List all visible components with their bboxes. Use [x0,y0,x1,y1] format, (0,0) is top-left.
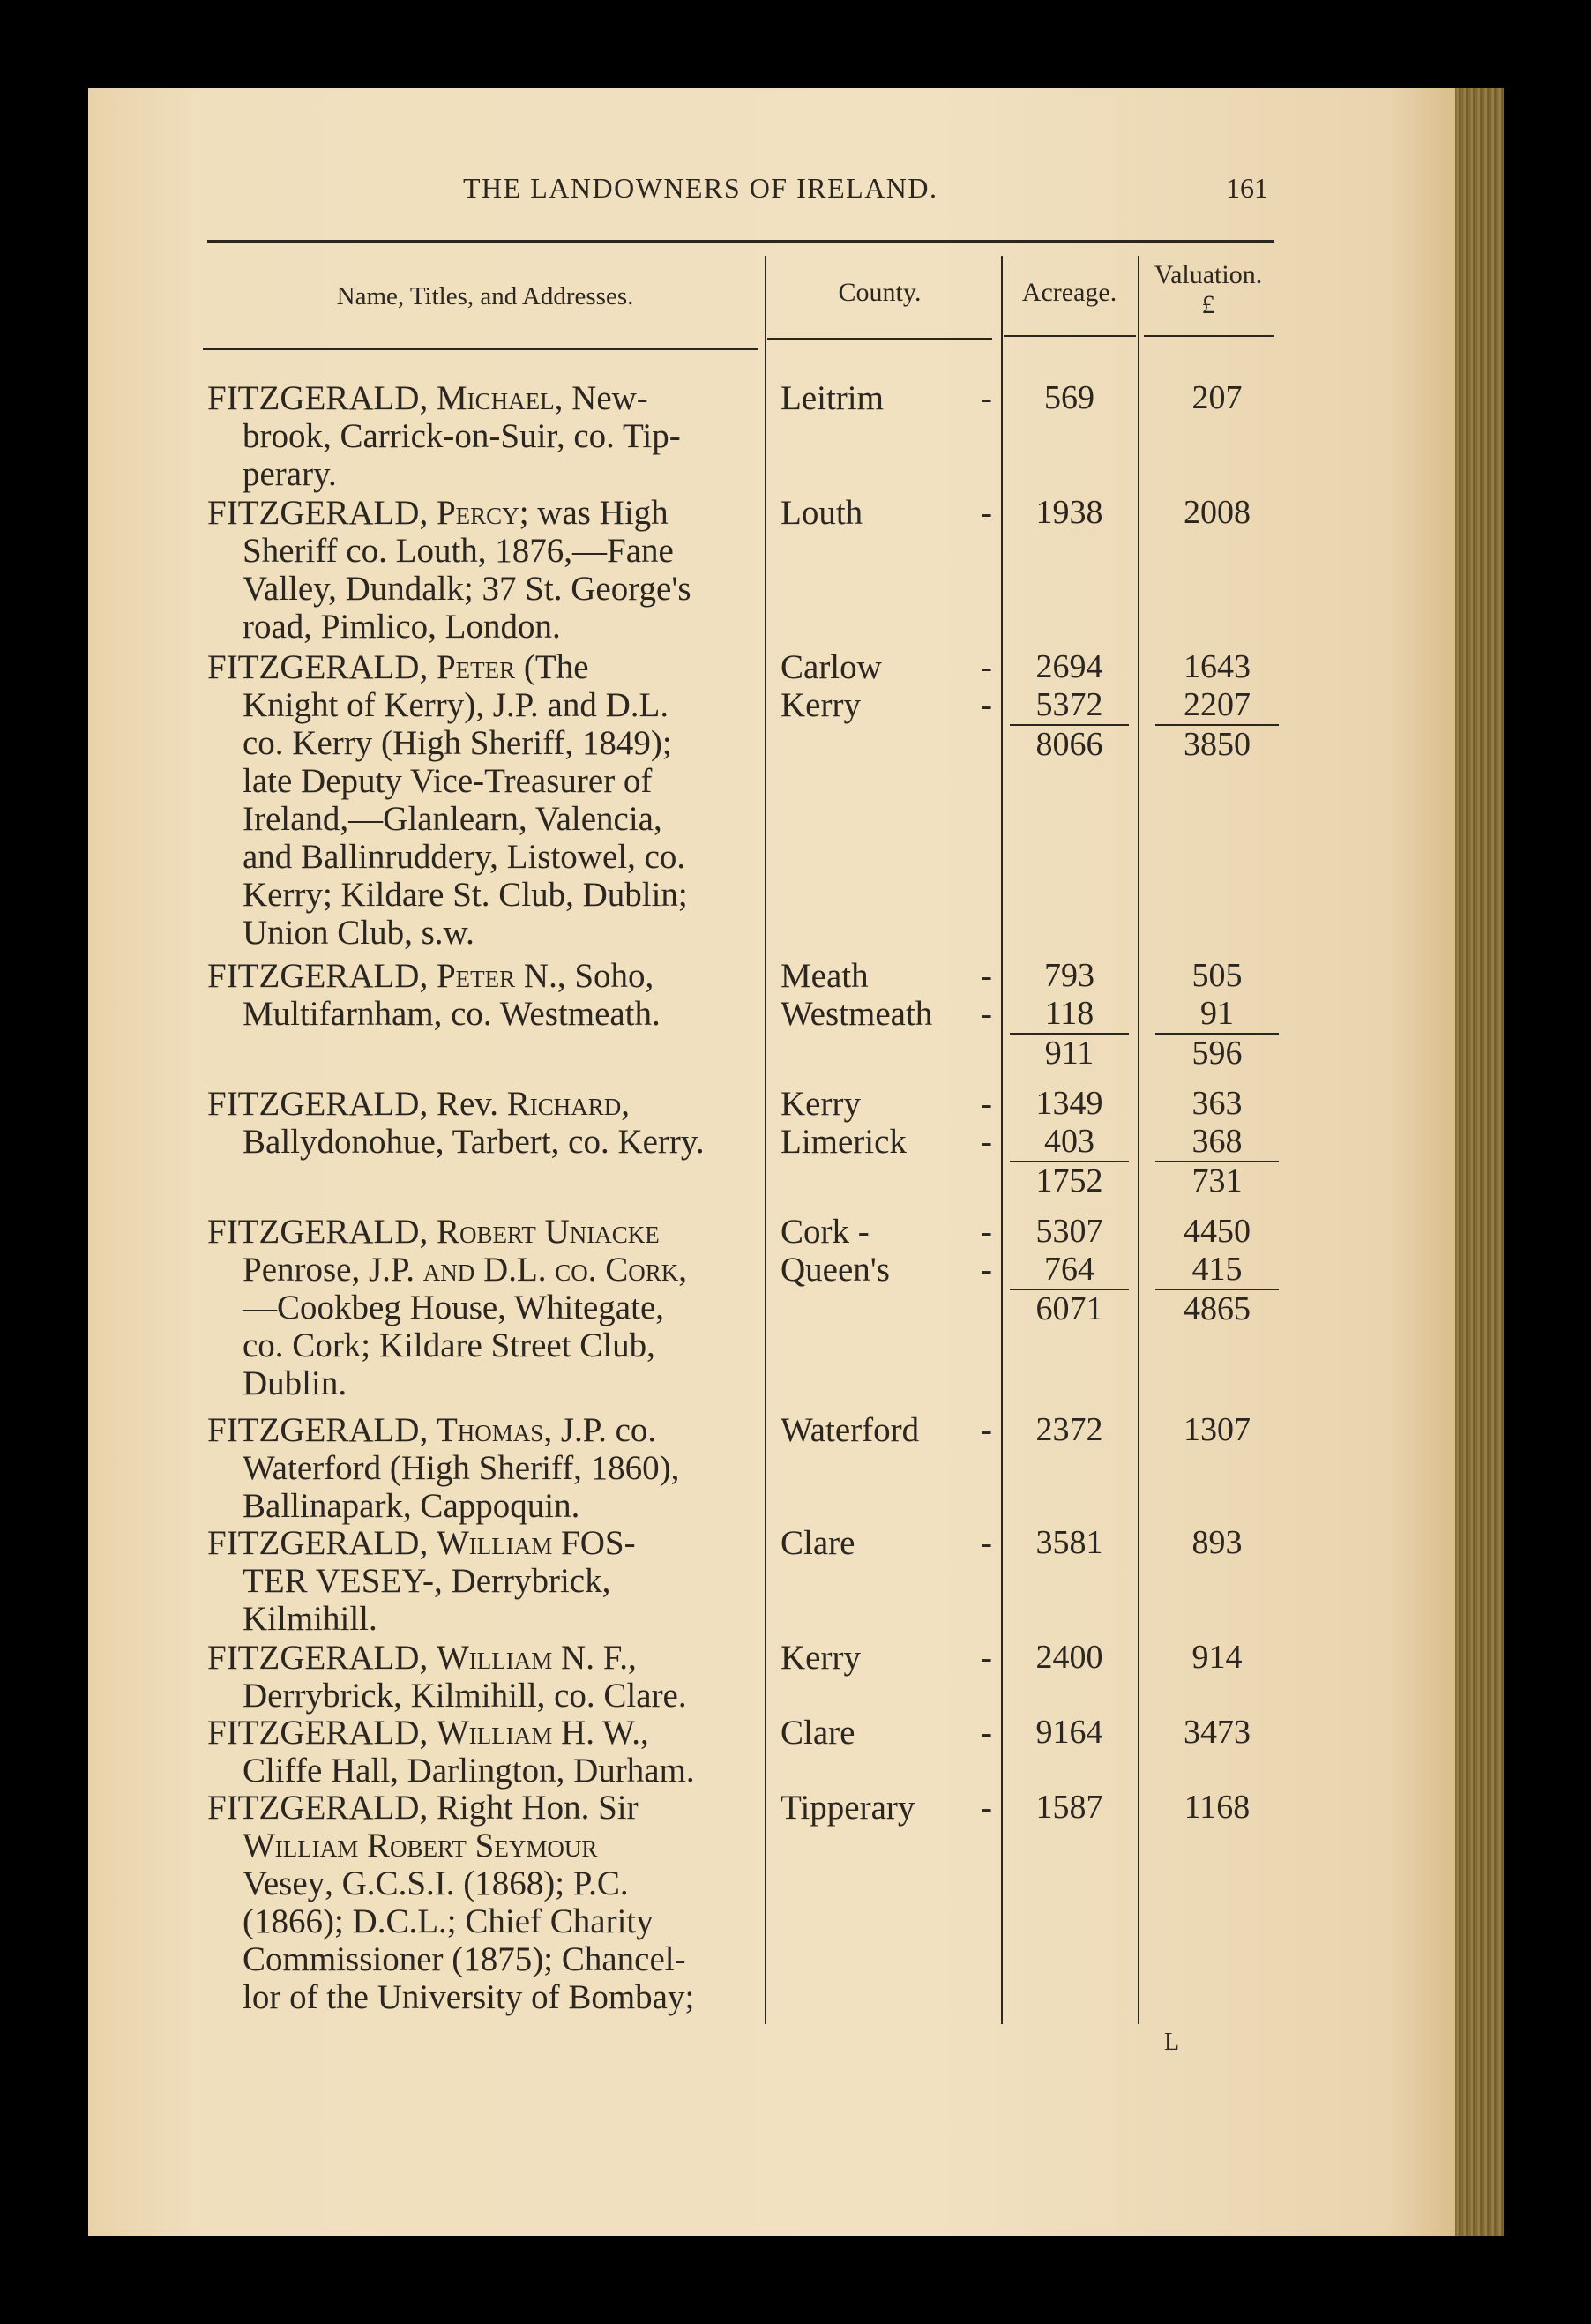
entry-line: Kerry; Kildare St. Club, Dublin; [243,876,688,914]
county-dash: - [981,957,992,995]
valuation [1155,1714,1279,1752]
header-rule [207,240,1274,243]
valuation-value: 2207 [1184,686,1251,723]
valuation [1155,957,1279,1072]
entry-line: brook, Carrick-on-Suir, co. Tip- [243,417,681,455]
acreage-value: 764 [1044,1251,1094,1288]
entry-line: late Deputy Vice-Treasurer of [243,762,653,800]
county-row [781,1251,992,1289]
valuation [1155,1524,1279,1562]
acreage-value: 9164 [1035,1714,1103,1751]
acreage-value: 793 [1044,957,1094,994]
entry-county [781,1639,992,1677]
county-name: Kerry [781,686,861,724]
page-number: 161 [1226,172,1268,204]
acreage [1010,1524,1129,1562]
valuation [1155,1639,1279,1677]
entry-line: FITZGERALD, William H. W., [207,1714,649,1752]
column-divider-2 [1001,256,1003,2024]
entry-line: lor of the University of Bombay; [243,1978,695,2016]
entry-name [207,1411,763,1525]
column-divider-1 [765,256,766,2024]
county-row [781,686,992,724]
entry-line: Valley, Dundalk; 37 St. George's [243,570,691,608]
entry-name [207,1085,763,1161]
entry-county [781,1789,992,1827]
acreage [1010,1639,1129,1677]
county-name: Leitrim [781,379,884,417]
valuation [1155,1085,1279,1200]
valuation-value: 893 [1191,1524,1243,1561]
acreage-value: 3581 [1035,1524,1103,1561]
valuation-value: 1643 [1184,648,1251,685]
acreage-value: 118 [1044,995,1094,1032]
valuation-label: Valuation. [1154,260,1263,289]
valuation-value: 3473 [1184,1714,1251,1751]
acreage-value: 2372 [1035,1411,1103,1448]
acreage [1010,957,1129,1072]
county-name: Clare [781,1714,855,1752]
acreage-total: 6071 [1010,1289,1129,1328]
county-row [781,1524,992,1562]
acreage-total: 8066 [1010,724,1129,764]
valuation-total: 596 [1155,1033,1279,1072]
valuation-total: 731 [1155,1161,1279,1200]
county-name: Kerry [781,1085,861,1123]
entry-line: Dublin. [243,1364,347,1402]
valuation [1155,648,1279,764]
valuation-value: 91 [1200,995,1234,1032]
acreage [1010,1213,1129,1328]
acreage [1010,1789,1129,1827]
entry-line: Vesey, G.C.S.I. (1868); P.C. [243,1864,629,1902]
entry-line: and Ballinruddery, Listowel, co. [243,838,686,876]
col-header-county: County. [838,278,922,307]
acreage [1010,1085,1129,1200]
county-dash: - [981,686,992,724]
county-row [781,494,992,532]
col-header-acreage: Acreage. [1021,278,1117,307]
county-dash: - [981,1123,992,1161]
acreage [1010,379,1129,417]
county-name: Cork - [781,1213,870,1251]
county-row [781,1123,992,1161]
entry-line: Ireland,—Glanlearn, Valencia, [243,800,662,838]
acreage-value: 1349 [1035,1085,1103,1122]
entry-line: Knight of Kerry), J.P. and D.L. [243,686,669,724]
entry-line: co. Kerry (High Sheriff, 1849); [243,724,672,762]
entry-line: Multifarnham, co. Westmeath. [243,995,661,1033]
entry-county [781,957,992,1033]
county-dash: - [981,648,992,686]
entry-name [207,1714,763,1790]
entry-line: FITZGERALD, Robert Uniacke [207,1213,660,1251]
acreage-value: 2400 [1035,1639,1103,1676]
col-rule-acreage [1004,335,1136,337]
entry-line: Kilmihill. [243,1600,377,1638]
acreage-value: 2694 [1035,648,1103,685]
county-name: Waterford [781,1411,920,1449]
county-row [781,995,992,1033]
valuation-value: 4450 [1184,1213,1251,1250]
acreage-value: 1938 [1035,494,1103,531]
county-dash: - [981,1639,992,1677]
entry-name [207,1213,763,1402]
valuation-value: 1168 [1184,1789,1251,1826]
entry-name [207,957,763,1033]
valuation-value: 207 [1191,379,1243,416]
col-header-name: Name, Titles, and Addresses. [336,282,634,310]
entry-line: Ballinapark, Cappoquin. [243,1487,580,1525]
entry-line: FITZGERALD, Peter N., Soho, [207,957,654,995]
entry-line: —Cookbeg House, Whitegate, [243,1289,665,1326]
county-name: Louth [781,494,863,532]
entry-line: FITZGERALD, Percy; was High [207,494,669,532]
column-divider-3 [1138,256,1139,2024]
acreage-total: 911 [1010,1033,1129,1072]
entry-line: FITZGERALD, William FOS- [207,1524,636,1562]
col-rule-valuation [1144,335,1274,337]
running-title: THE LANDOWNERS OF IRELAND. [463,172,938,204]
entry-county [781,648,992,724]
county-dash: - [981,1213,992,1251]
entry-line: Derrybrick, Kilmihill, co. Clare. [243,1677,687,1715]
valuation-value: 368 [1191,1123,1243,1160]
county-row [781,1789,992,1827]
valuation-value: 1307 [1184,1411,1251,1448]
entry-line: FITZGERALD, Peter (The [207,648,589,686]
valuation [1155,1789,1279,1827]
county-name: Clare [781,1524,855,1562]
entry-county [781,1085,992,1161]
entry-county [781,494,992,532]
valuation-total: 3850 [1155,724,1279,764]
valuation [1155,1411,1279,1449]
entry-line: Sheriff co. Louth, 1876,—Fane [243,532,674,570]
county-row [781,1085,992,1123]
county-dash: - [981,494,992,532]
entry-county [781,1524,992,1562]
col-rule-county [767,338,992,340]
entry-line: FITZGERALD, Rev. Richard, [207,1085,631,1123]
entry-line: Ballydonohue, Tarbert, co. Kerry. [243,1123,705,1161]
entry-name [207,1524,763,1638]
entry-name [207,1639,763,1715]
county-name: Kerry [781,1639,861,1677]
county-dash: - [981,379,992,417]
county-name: Westmeath [781,995,933,1033]
acreage [1010,1714,1129,1752]
entry-line: FITZGERALD, Right Hon. Sir [207,1789,639,1827]
valuation [1155,494,1279,532]
signature-mark: L [1164,2029,1180,2056]
valuation [1155,1213,1279,1328]
entry-name [207,494,763,646]
entry-county [781,379,992,417]
acreage-value: 569 [1044,379,1094,416]
valuation-unit: £ [1201,290,1215,319]
county-row [781,957,992,995]
entry-line: road, Pimlico, London. [243,608,561,646]
page-stack-edge [1455,88,1504,2236]
entry-county [781,1714,992,1752]
entry-line: FITZGERALD, Thomas, J.P. co. [207,1411,657,1449]
acreage-value: 5307 [1035,1213,1103,1250]
entry-line: FITZGERALD, William N. F., [207,1639,637,1677]
acreage-value: 403 [1044,1123,1094,1160]
valuation-value: 363 [1191,1085,1243,1122]
acreage [1010,648,1129,764]
entry-name [207,1789,763,2016]
entry-line: TER VESEY-, Derrybrick, [243,1562,611,1600]
county-dash: - [981,1714,992,1752]
acreage-total: 1752 [1010,1161,1129,1200]
county-dash: - [981,1524,992,1562]
county-row [781,1714,992,1752]
county-dash: - [981,1411,992,1449]
entry-county [781,1411,992,1449]
valuation-value: 2008 [1184,494,1251,531]
col-header-valuation [1138,260,1279,320]
acreage [1010,1411,1129,1449]
valuation-total: 4865 [1155,1289,1279,1328]
acreage-value: 5372 [1035,686,1103,723]
county-row [781,1639,992,1677]
valuation-value: 415 [1191,1251,1243,1288]
entry-line: Waterford (High Sheriff, 1860), [243,1449,680,1487]
county-name: Meath [781,957,869,995]
entry-county [781,1213,992,1289]
county-name: Limerick [781,1123,907,1161]
county-dash: - [981,1085,992,1123]
county-name: Carlow [781,648,882,686]
entry-line: William Robert Seymour [243,1827,598,1864]
col-rule-name [203,348,758,350]
county-row [781,379,992,417]
entry-line: (1866); D.C.L.; Chief Charity [243,1902,654,1940]
acreage-value: 1587 [1035,1789,1103,1826]
entry-line: FITZGERALD, Michael, New- [207,379,648,417]
county-row [781,1411,992,1449]
entry-line: Union Club, s.w. [243,914,474,952]
entry-name [207,648,763,952]
county-dash: - [981,1789,992,1827]
valuation-value: 505 [1191,957,1243,994]
entry-line: co. Cork; Kildare Street Club, [243,1326,655,1364]
entry-name [207,379,763,493]
county-dash: - [981,995,992,1033]
entry-line: Cliffe Hall, Darlington, Durham. [243,1752,695,1790]
county-row [781,648,992,686]
acreage [1010,494,1129,532]
entry-line: perary. [243,455,337,493]
entry-line: Commissioner (1875); Chancel- [243,1940,686,1978]
county-dash: - [981,1251,992,1289]
county-name: Tipperary [781,1789,915,1827]
county-row [781,1213,992,1251]
entry-line: Penrose, J.P. and D.L. co. Cork, [243,1251,688,1289]
valuation-value: 914 [1191,1639,1243,1676]
county-name: Queen's [781,1251,890,1289]
valuation [1155,379,1279,417]
